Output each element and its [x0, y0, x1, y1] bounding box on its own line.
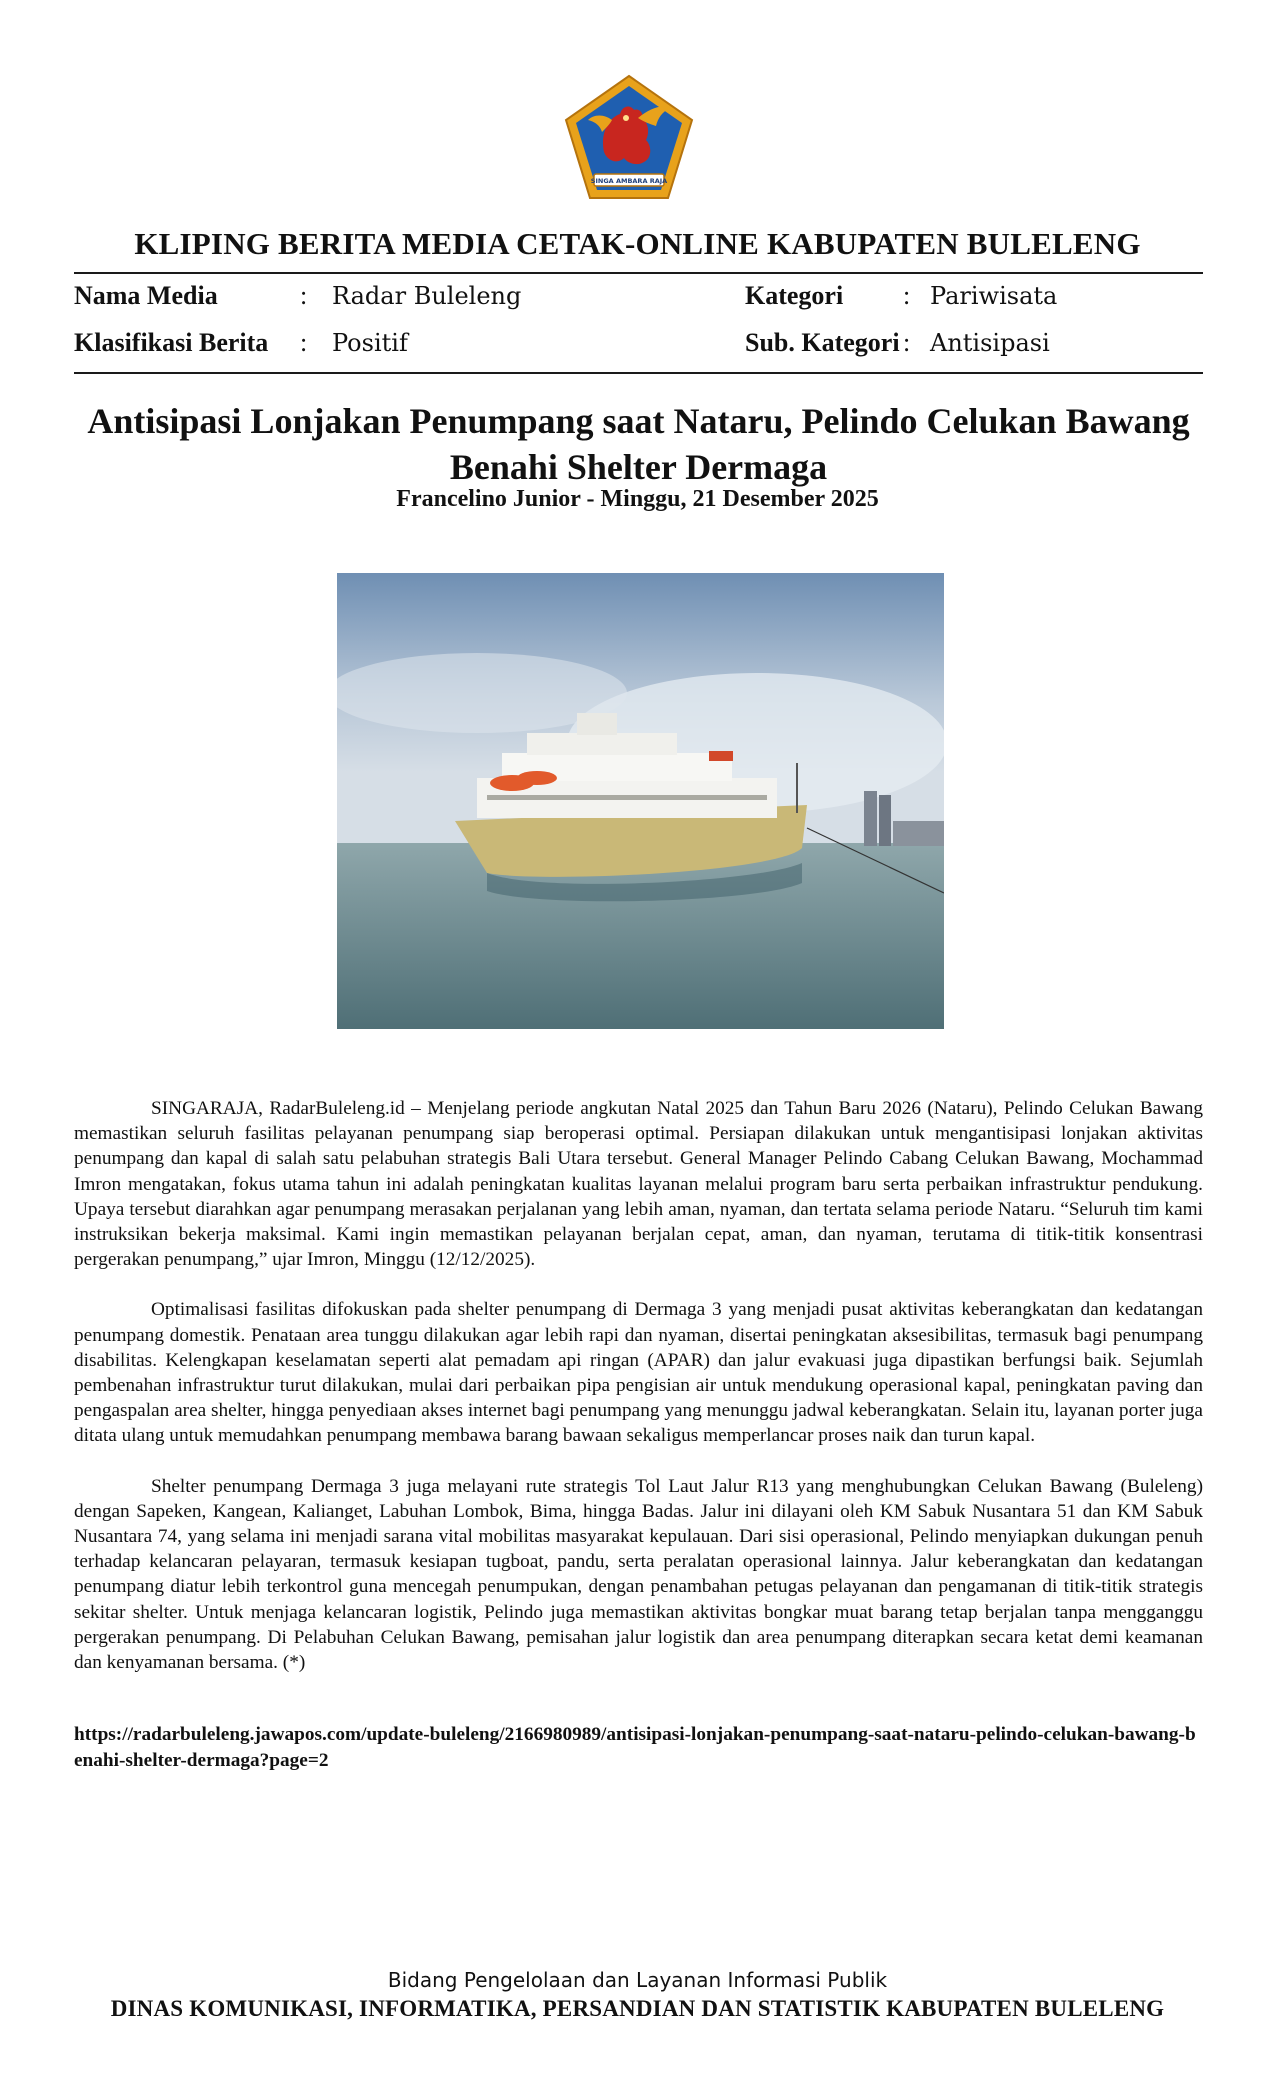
klasifikasi-value: Positif: [332, 329, 408, 357]
article-photo: [337, 573, 944, 1029]
header-divider-top: [74, 272, 1203, 274]
meta-klasifikasi: [74, 327, 634, 359]
singa-ambara-raja-emblem-icon: [564, 74, 694, 200]
media-colon: :: [300, 281, 308, 310]
source-link[interactable]: https://radarbuleleng.jawapos.com/update-buleleng/2166980989/antisipasi-lonjakan-penumpang-saat-nataru-pelindo-celukan-bawang-benahi-shelter-dermaga?page=2: [74, 1724, 1196, 1771]
article-paragraph: Shelter penumpang Dermaga 3 juga melayani rute strategis Tol Laut Jalur R13 yang menghubungkan Celukan Bawang (Buleleng) dengan Sapeken, Kangean, Kalianget, Labuhan Lombok, Bima, hingga Badas. Jalur ini dilayani oleh KM Sabuk Nusantara 51 dan KM Sabuk Nusantara 74, yang selama ini menjadi sarana vital mobilitas masyarakat kepulauan. Dari sisi operasional, Pelindo menyiapkan dukungan penuh terhadap kelancaran pelayaran, termasuk kesiapan tugboat, pandu, serta peralatan operasional lainnya. Jalur keberangkatan dan kedatangan penumpang diatur lebih terkontrol guna mencegah penumpukan, dengan penambahan petugas pelayanan dan pengamanan di titik-titik strategis sekitar shelter. Untuk menjaga kelancaran logistik, Pelindo juga memastikan aktivitas bongkar muat barang tetap berjalan tanpa mengganggu pergerakan penumpang. Di Pelabuhan Celukan Bawang, pemisahan jalur logistik dan area penumpang diterapkan secara ketat demi keamanan dan kenyamanan bersama. (*): [74, 1475, 1203, 1674]
article-byline: Francelino Junior - Minggu, 21 Desember 2025: [396, 486, 879, 512]
kategori-value: Pariwisata: [930, 282, 1058, 310]
article-paragraph: Optimalisasi fasilitas difokuskan pada shelter penumpang di Dermaga 3 yang menjadi pusat aktivitas keberangkatan dan kedatangan penumpang domestik. Penataan area tunggu dilakukan agar lebih rapi dan nyaman, disertai peningkatan aksesibilitas, termasuk bagi penumpang disabilitas. Kelengkapan keselamatan seperti alat pemadam api ringan (APAR) dan jalur evakuasi juga dipastikan berfungsi baik. Sejumlah pembenahan infrastruktur turut dilakukan, mulai dari perbaikan pipa pengisian air untuk mendukung operasional kapal, peningkatan paving dan pengaspalan area shelter, hingga penyediaan akses internet bagi penumpang yang menunggu jadwal keberangkatan. Selain itu, layanan porter juga ditata ulang untuk memudahkan penumpang membawa barang bawaan sekaligus memperlancar proses naik dan turun kapal.: [74, 1299, 1203, 1447]
footer-agency: DINAS KOMUNIKASI, INFORMATIKA, PERSANDIAN DAN STATISTIK KABUPATEN BULELENG: [110, 1996, 1165, 2021]
sub-kategori-label: Sub. Kategori: [745, 328, 900, 357]
meta-kategori: [745, 280, 1205, 312]
article-headline: Antisipasi Lonjakan Penumpang saat Nataru, Pelindo Celukan Bawang Benahi Shelter Dermaga: [87, 401, 1190, 487]
kategori-colon: :: [903, 281, 911, 310]
klasifikasi-colon: :: [300, 328, 308, 357]
regency-emblem-logo: [564, 74, 694, 200]
media-value: Radar Buleleng: [332, 282, 522, 310]
ferry-ship-photo: [337, 573, 944, 1029]
article-paragraph: SINGARAJA, RadarBuleleng.id – Menjelang periode angkutan Natal 2025 dan Tahun Baru 2026 (Nataru), Pelindo Celukan Bawang memastikan seluruh fasilitas pelayanan penumpang siap beroperasi optimal. Persiapan dilakukan untuk mengantisipasi lonjakan aktivitas penumpang dan kapal di salah satu pelabuhan strategis Bali Utara tersebut. General Manager Pelindo Cabang Celukan Bawang, Mochammad Imron mengatakan, fokus utama tahun ini adalah peningkatan kualitas layanan melalui program baru serta perbaikan infrastruktur pendukung. Upaya tersebut diarahkan agar penumpang merasakan perjalanan yang lebih aman, nyaman, dan tertata selama periode Nataru. “Seluruh tim kami instruksikan bekerja maksimal. Kami ingin memastikan pelayanan berjalan cepat, aman, dan nyaman, terutama di titik-titik konsentrasi pergerakan penumpang,” ujar Imron, Minggu (12/12/2025).: [74, 1098, 1203, 1271]
klasifikasi-label: Klasifikasi Berita: [74, 328, 269, 357]
kategori-label: Kategori: [745, 281, 844, 310]
article-body: [74, 1096, 1203, 1700]
header-divider-bottom: [74, 372, 1203, 374]
sub-kategori-colon: :: [903, 328, 911, 357]
footer-unit: Bidang Pengelolaan dan Layanan Informasi Publik: [387, 1968, 888, 1992]
meta-media: [74, 280, 634, 312]
sub-kategori-value: Antisipasi: [930, 329, 1050, 357]
document-title: KLIPING BERITA MEDIA CETAK-ONLINE KABUPATEN BULELENG: [134, 226, 1141, 261]
svg-text:SINGA AMBARA RAJA: SINGA AMBARA RAJA: [590, 177, 668, 185]
meta-sub-kategori: [745, 327, 1205, 359]
media-label: Nama Media: [74, 281, 218, 310]
